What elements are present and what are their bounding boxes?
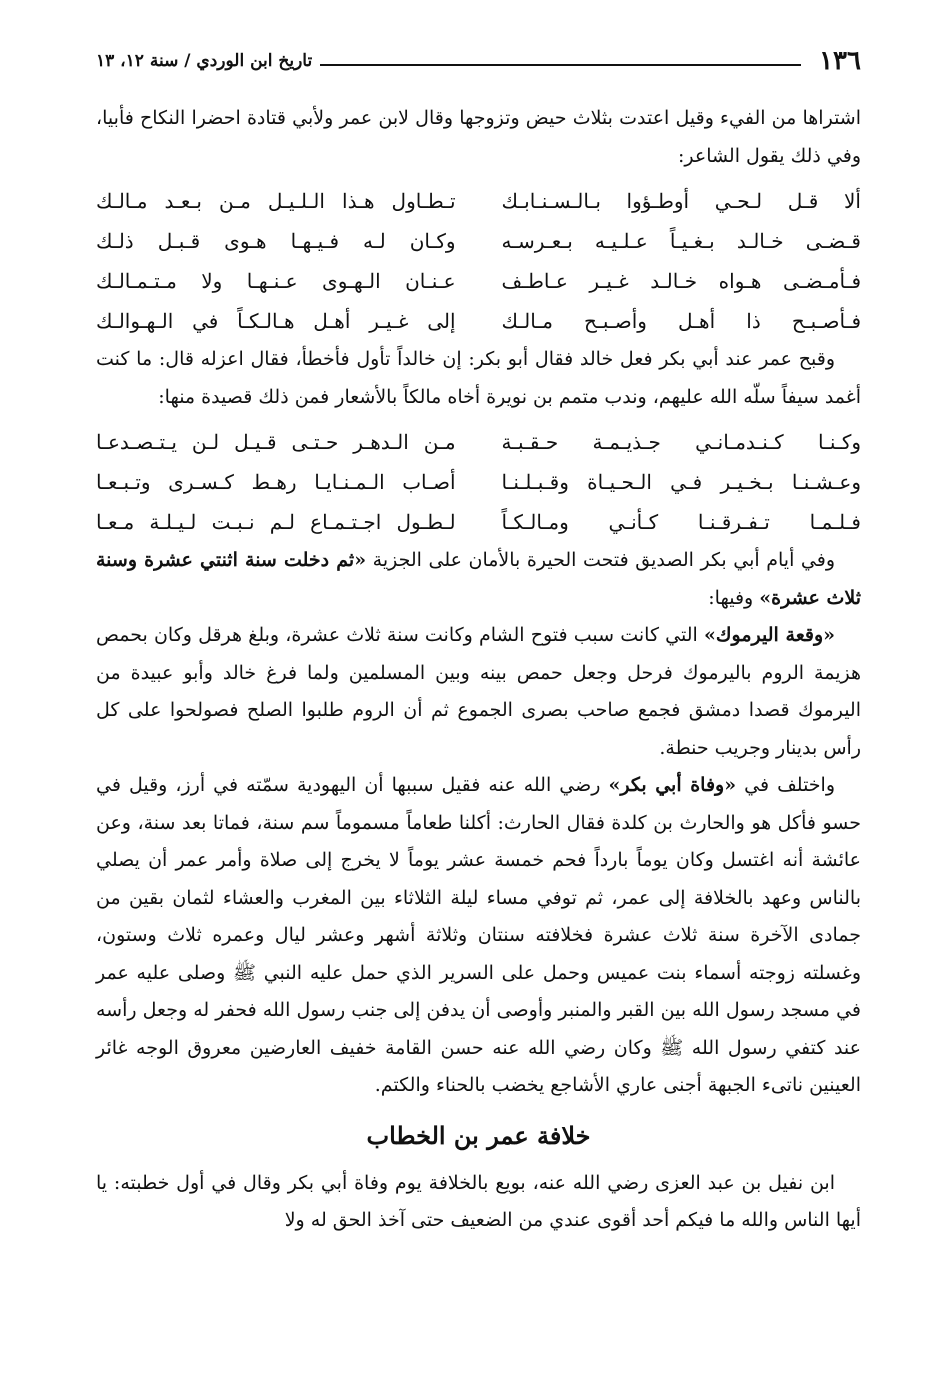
header-rule xyxy=(320,64,801,66)
verse-line xyxy=(96,502,861,542)
page-header xyxy=(96,44,861,78)
verse-first-hemistich: فـأصـبـح ذا أهـل وأصـبـح مـالـك xyxy=(501,309,861,333)
verse-second-hemistich: وكـان لـه فـيـهـا هـوى قـبـل ذلـك xyxy=(96,229,456,253)
event-title-inline: «وقعة اليرموك» xyxy=(703,624,835,646)
verse-second-hemistich: تـطـاول هـذا الـلـيـل مـن بـعـد مـالـك xyxy=(96,189,456,213)
paragraph: اشتراها من الفيء وقيل اعتدت بثلاث حيض وتزوجها وقال لابن عمر ولأبي قتادة احضرا النكاح فأبيا، وفي ذلك يقول الشاعر: xyxy=(96,107,861,167)
paragraph-text: وفي أيام أبي بكر الصديق فتحت الحيرة بالأمان على الجزية xyxy=(372,549,836,571)
verse-line xyxy=(96,221,861,261)
verse-line xyxy=(96,261,861,301)
verse-first-hemistich: قـضـى خـالـد بـغـيـاً عـلـيـه بـعـرسـه xyxy=(501,229,861,253)
paragraph-text: واختلف في xyxy=(744,774,835,796)
verse-first-hemistich: فـأمـضـى هـواه خـالـد غـيـر عـاطـف xyxy=(501,269,861,293)
paragraph xyxy=(96,617,861,767)
event-title-inline: «وفاة أبي بكر» xyxy=(608,774,737,796)
verse-line xyxy=(96,181,861,221)
paragraph xyxy=(96,767,861,1105)
poem-2 xyxy=(96,422,861,542)
verse-line xyxy=(96,462,861,502)
verse-first-hemistich: فـلـمـا تـفـرقـنـا كـأنـي ومـالـكـاً xyxy=(501,510,861,534)
verse-second-hemistich: أصـاب الـمـنـايـا رهـط كـسـرى وتـبـعـا xyxy=(96,470,456,494)
paragraph: وقبح عمر عند أبي بكر فعل خالد فقال أبو بكر: إن خالداً تأول فأخطأ، فقال اعزله قال: ما كنت أغمد سيفاً سلّه الله عليهم، وندب متمم بن نويرة أخاه مالكاً بالأشعار فمن ذلك قصيدة منها: xyxy=(96,348,861,408)
verse-second-hemistich: لـطـول اجـتـمـاع لـم نـبـت لـيـلـة مـعـا xyxy=(96,510,456,534)
year-heading-inline: «ثم دخلت سنة اثنتي عشرة وسنة ثلاث عشرة» xyxy=(96,549,861,609)
page-number: ١٣٦ xyxy=(819,46,861,76)
verse-second-hemistich: عـنـان الـهـوى عـنـهـا ولا مـتـمـالـك xyxy=(96,269,456,293)
verse-second-hemistich: إلى غـيـر أهـل هـالـكـاً في الـهـوالـك xyxy=(96,309,456,333)
paragraph xyxy=(96,542,861,617)
running-title: تاريخ ابن الوردي / سنة ١٢، ١٣ xyxy=(96,51,313,71)
paragraph-text: وفيها: xyxy=(708,586,754,609)
verse-second-hemistich: مـن الـدهـر حـتـى قـيـل لـن يـتـصـدعـا xyxy=(96,430,456,454)
paragraph-text: التي كانت سبب فتوح الشام وكانت سنة ثلاث عشرة، وبلغ هرقل وكان بحمص هزيمة الروم باليرموك فرحل وجعل حمص بينه وبين المسلمين ولما فرغ خالد وأبو عبيدة من اليرموك قصدا دمشق فجمع صاحب بصرى الجموع ثم أن الروم طلبوا الصلح فصولحوا على كل رأس بدينار وجريب حنطة. xyxy=(96,624,861,759)
paragraph-text: رضي الله عنه فقيل سببها أن اليهودية سمّته في أرز، وقيل في حسو فأكل هو والحارث بن كلدة فقال الحارث: أكلنا طعاماً مسموماً سم سنة، فماتا بعد سنة، وعن عائشة أنه اغتسل وكان يوماً بارداً فحم خمسة عشر يوماً لا يخرج إلى صلاة وأمر عمر أن يصلي بالناس وعهد بالخلافة إلى عمر، ثم توفي مساء ليلة الثلاثاء بين المغرب والعشاء لثمان بقين من جمادى الآخرة سنة ثلاث عشرة فخلافته سنتان وثلاثة أشهر وعشر ليال وعمره ثلاث وستون، وغسلته زوجته أسماء بنت عميس وحمل على السرير الذي حمل عليه النبي ﷺ وصلى عليه عمر في مسجد رسول الله بين القبر والمنبر وأوصى أن يدفن إلى جنب رسول الله فحفر له وجعل رأسه عند كتفي رسول الله ﷺ وكان رضي الله عنه حسن القامة خفيف العارضين معروق الوجه غائر العينين ناتىء الجبهة أجنى عاري الأشاجع يخضب بالحناء والكتم. xyxy=(96,774,861,1096)
verse-first-hemistich: وكـنـا كـنـدمـانـي جـذيـمـة حـقـبـة xyxy=(501,430,861,454)
verse-first-hemistich: ألا قـل لـحـي أوطـؤوا بـالـسـنـابـك xyxy=(501,189,861,213)
page-body xyxy=(96,100,861,1240)
verse-line xyxy=(96,301,861,341)
verse-first-hemistich: وعـشـنـا بـخـيـر فـي الـحـيـاة وقـبـلـنـا xyxy=(501,470,861,494)
paragraph: ابن نفيل بن عبد العزى رضي الله عنه، بويع بالخلافة يوم وفاة أبي بكر وقال في أول خطبته: يا أيها الناس والله ما فيكم أحد أقوى عندي من الضعيف حتى آخذ الحق له ولا xyxy=(96,1171,861,1231)
verse-line xyxy=(96,422,861,462)
poem-1 xyxy=(96,181,861,341)
section-heading: خلافة عمر بن الخطاب xyxy=(366,1120,591,1150)
